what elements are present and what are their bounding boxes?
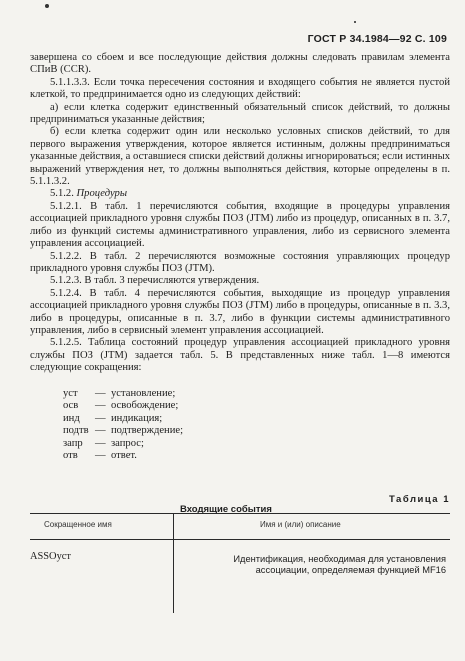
abbreviation-value: установление; (111, 388, 176, 399)
paragraph: 5.1.2.3. В табл. 3 перечисляются утверждения. (50, 275, 260, 287)
section-heading (30, 188, 450, 200)
abbreviation-value: освобождение; (111, 400, 179, 412)
abbreviation-item (63, 425, 183, 437)
abbreviation-item (63, 438, 183, 450)
scan-mark (354, 21, 356, 23)
abbreviation-dash: — (95, 400, 106, 412)
abbreviation-dash: — (95, 437, 106, 449)
abbreviation-key: подтв (63, 425, 89, 437)
table-cell-description: Идентификация, необходимая для установления ассоциации, определяемая функцией MF16 (233, 554, 446, 575)
paragraph: 5.1.2.1. В табл. 1 перечисляются события, входящие в процедуры управления ассоциацией прикладного уровня службы ПОЗ (JTM) либо из процедур, описанных в п. 3.7, либо из функций системы административного управления, либо из сервисного элемента управления ассоциацией. (30, 200, 450, 250)
abbreviation-dash: — (95, 450, 106, 462)
abbreviation-value: индикация; (111, 412, 163, 424)
abbreviation-item (63, 450, 183, 462)
table-column-divider (173, 513, 174, 613)
abbreviation-dash: — (95, 425, 106, 437)
abbreviation-list (63, 388, 183, 462)
abbreviation-dash: — (95, 412, 106, 424)
abbreviation-key: осв (63, 400, 79, 412)
paragraph: б) если клетка содержит один или несколько условных списков действий, то для первого выражения утверждения, которое является истинным, должны предприниматься указанные действия, а оставшиеся списки действий должны игнорироваться; если истинных выражений утверждения нет, то должны выполняться действия, которые определены в п. 5.1.1.3.2. (30, 126, 450, 188)
abbreviation-value: запрос; (111, 437, 144, 449)
abbreviation-value: ответ. (111, 450, 137, 462)
table-cell-name: ASSOуст (30, 551, 71, 562)
column-header-name: Сокращенное имя (44, 520, 112, 529)
table-caption (30, 494, 450, 515)
paragraph: 5.1.1.3.3. Если точка пересечения состояния и входящего события не является пустой клеткой, то предпринимается одно из следующих действий: (30, 76, 450, 101)
abbreviation-key: уст (63, 388, 78, 399)
column-header-description: Имя и (или) описание (260, 520, 341, 529)
table-label: Таблица 1 (388, 494, 450, 505)
table-title: Входящие события (180, 504, 272, 515)
abbreviation-item (63, 413, 183, 425)
table-rule-top (30, 513, 450, 514)
scan-speck (45, 4, 49, 8)
table-rule-header (30, 539, 450, 540)
abbreviation-item (63, 388, 183, 400)
abbreviation-key: запр (63, 437, 83, 449)
paragraph: завершена со сбоем и все последующие действия должны следовать правилам элемента СПиВ (ССR). (30, 52, 450, 76)
abbreviation-key: отв (63, 450, 78, 462)
paragraph: 5.1.2.2. В табл. 2 перечисляются возможные состояния управляющих процедур прикладного уровня службы ПОЗ (JTM). (30, 250, 450, 274)
paragraph: 5.1.2.5. Таблица состояний процедур управления ассоциацией прикладного уровня службы ПОЗ (JTM) задается табл. 5. В представленных ниже табл. 1—8 имеются следующие сокращения: (30, 337, 450, 374)
incoming-events-table (30, 513, 450, 613)
paragraph: а) если клетка содержит единственный обязательный список действий, то должны предприниматься указанные действия; (30, 101, 450, 126)
abbreviation-dash: — (95, 388, 106, 399)
paragraph: 5.1.2.4. В табл. 4 перечисляются события, выходящие из процедур управления ассоциацией прикладного уровня службы ПОЗ (JTM) либо в процедуры, описанные в п. 3.3, либо в процедуры, описанные в п. 3.7, либо в функции системы административного управления, либо в сервисный элемент управления ассоциацией. (30, 287, 450, 336)
section-number: 5.1.2. (50, 188, 74, 200)
body-text (30, 52, 450, 375)
section-title: Процедуры (76, 188, 127, 200)
running-header: ГОСТ Р 34.1984—92 С. 109 (307, 33, 447, 45)
abbreviation-key: инд (63, 412, 80, 424)
abbreviation-value: подтверждение; (111, 425, 184, 437)
abbreviation-item (63, 400, 183, 412)
